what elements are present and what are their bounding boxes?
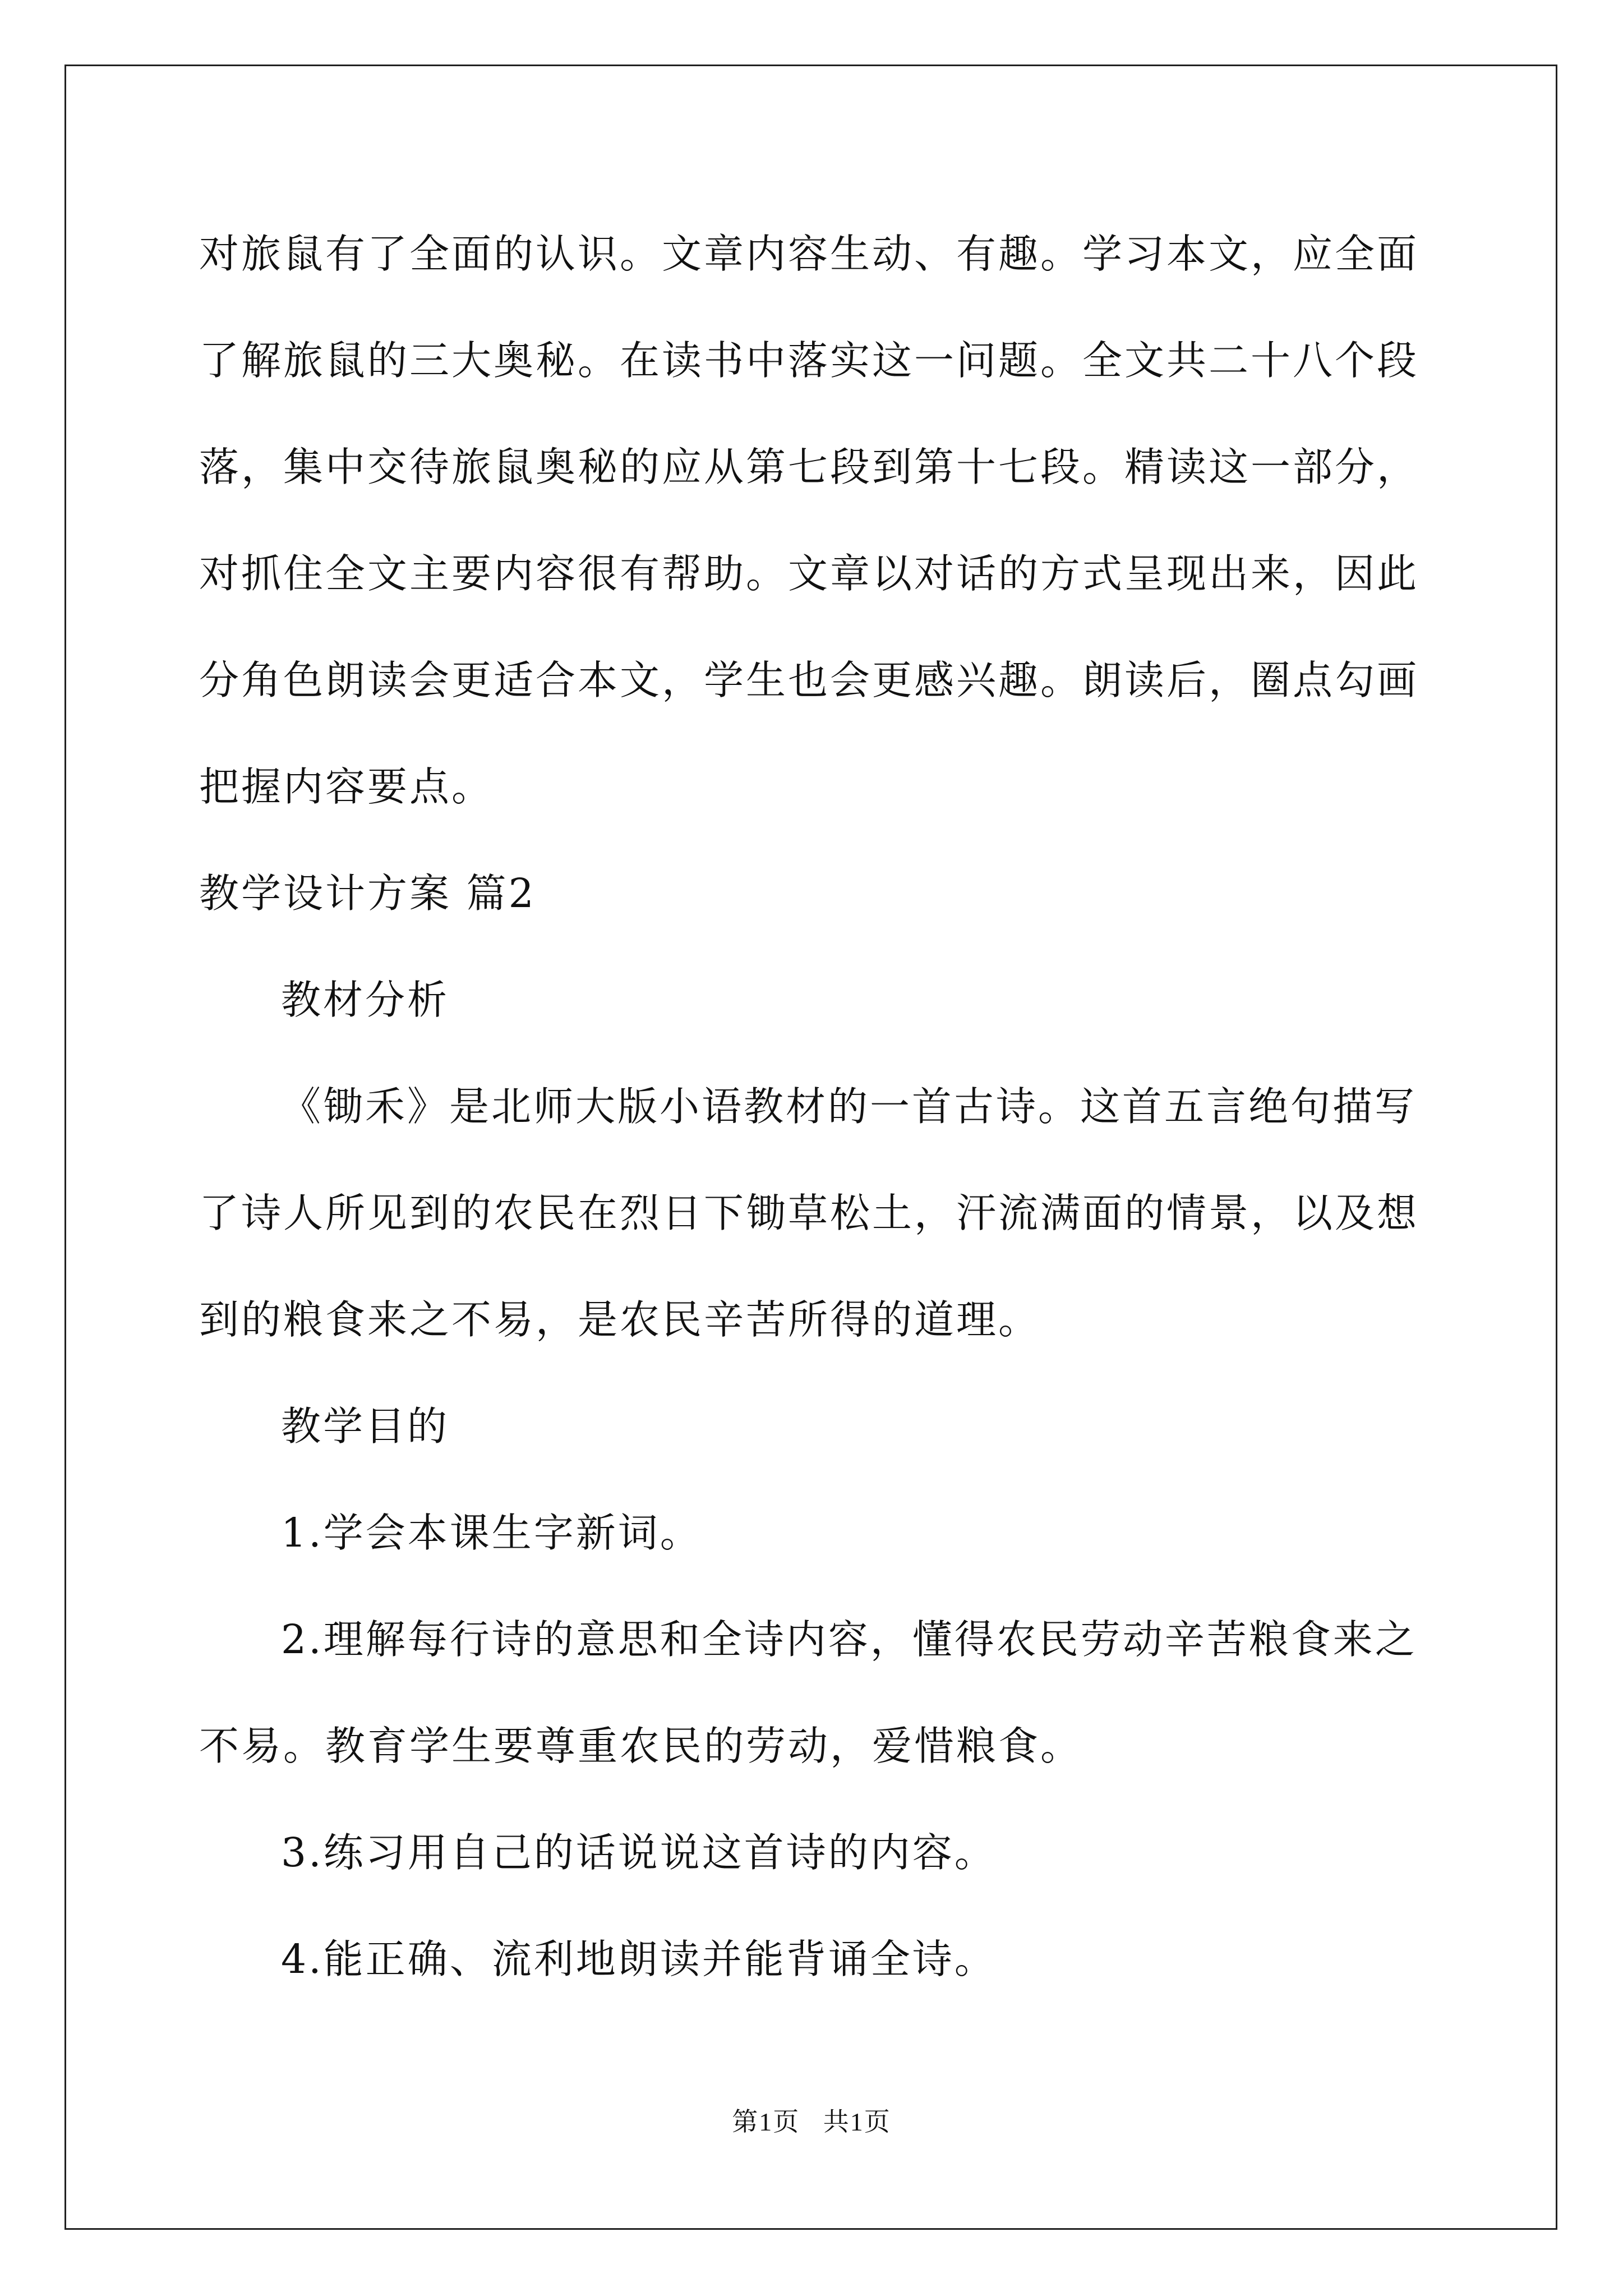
page-footer — [0, 2101, 1623, 2138]
page-number: 第1页 — [732, 2108, 800, 2136]
paragraph-intro-continued: 对旅鼠有了全面的认识。文章内容生动、有趣。学习本文，应全面了解旅鼠的三大奥秘。在读书中落实这一问题。全文共二十八个段落，集中交待旅鼠奥秘的应从第七段到第十七段。精读这一部分，对抓住全文主要内容很有帮助。文章以对话的方式呈现出来，因此分角色朗读会更适合本文，学生也会更感兴趣。朗读后，圈点勾画把握内容要点。 — [199, 231, 1419, 810]
page-total: 共1页 — [823, 2108, 891, 2136]
goal-item-3: 3.练习用自己的话说说这首诗的内容。 — [281, 1829, 997, 1876]
subheading-materials-analysis: 教材分析 — [281, 977, 450, 1023]
goal-item-1: 1.学会本课生字新词。 — [281, 1510, 702, 1556]
goal-item-4: 4.能正确、流利地朗读并能背诵全诗。 — [281, 1936, 997, 1982]
subheading-teaching-goals: 教学目的 — [281, 1403, 450, 1450]
paragraph-materials-analysis: 《锄禾》是北师大版小语教材的一首古诗。这首五言绝句描写了诗人所见到的农民在烈日下锄草松土，汗流满面的情景，以及想到的粮食来之不易，是农民辛苦所得的道理。 — [199, 1083, 1419, 1343]
document-body — [199, 201, 1427, 2013]
section-heading: 教学设计方案 篇2 — [199, 870, 536, 917]
goal-item-2: 2.理解每行诗的意思和全诗内容，懂得农民劳动辛苦粮食来之不易。教育学生要尊重农民的劳动，爱惜粮食。 — [199, 1616, 1417, 1769]
